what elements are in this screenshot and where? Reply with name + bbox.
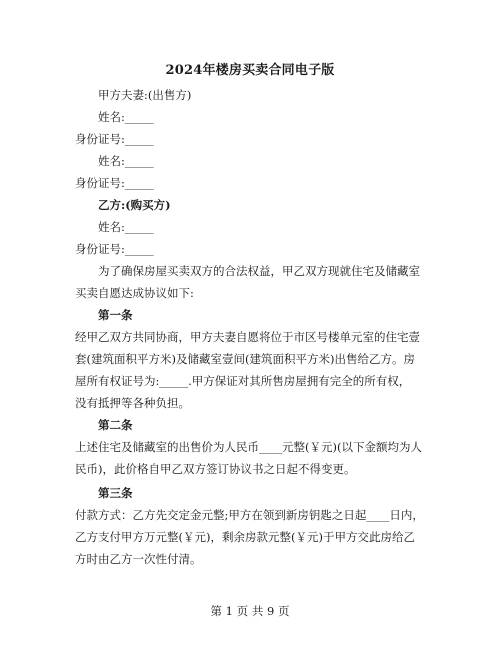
party-a-header: 甲方夫妻:(出售方) (98, 88, 192, 102)
article-1-title: 第一条 (98, 308, 133, 322)
party-b-name-field: 姓名:_____ (98, 220, 154, 234)
article-2-line-2: 民币)，此价格自甲乙双方签订协议书之日起不得变更。 (75, 462, 356, 476)
article-1-line-1: 经甲乙双方共同协商，甲方夫妻自愿将位于市区号楼单元室的住宅壹 (75, 330, 420, 344)
article-3-line-2: 乙方支付甲方万元整(￥元)，剩余房款元整(￥元)于甲方交此房给乙 (75, 530, 415, 544)
intro-line-2: 买卖自愿达成协议如下: (75, 286, 194, 300)
article-3-title: 第三条 (98, 486, 133, 500)
page-indicator: 第 1 页 共 9 页 (210, 604, 290, 618)
party-a-name-field-2: 姓名:_____ (98, 154, 154, 168)
article-3-line-1: 付款方式：乙方先交定金元整;甲方在领到新房钥匙之日起____日内， (75, 508, 424, 522)
party-b-id-field: 身份证号:_____ (75, 242, 154, 256)
party-a-id-field-2: 身份证号:_____ (75, 176, 154, 190)
article-1-line-4: 没有抵押等各种负担。 (75, 396, 190, 410)
party-b-header: 乙方:(购买方) (98, 198, 171, 212)
party-a-id-field-1: 身份证号:_____ (75, 132, 154, 146)
article-1-line-3: 屋所有权证号为:_____.甲方保证对其所售房屋拥有完全的所有权， (75, 374, 411, 388)
intro-line-1: 为了确保房屋买卖双方的合法权益，甲乙双方现就住宅及储藏室 (98, 264, 420, 278)
document-title: 2024年楼房买卖合同电子版 (165, 63, 335, 78)
article-2-line-1: 上述住宅及储藏室的出售价为人民币____元整(￥元)(以下金额均为人 (75, 440, 422, 454)
article-1-line-2: 套(建筑面积平方米)及储藏室壹间(建筑面积平方米)出售给乙方。房 (75, 352, 415, 366)
article-3-line-3: 方时由乙方一次性付清。 (75, 552, 202, 566)
party-a-name-field-1: 姓名:_____ (98, 110, 154, 124)
article-2-title: 第二条 (98, 418, 133, 432)
